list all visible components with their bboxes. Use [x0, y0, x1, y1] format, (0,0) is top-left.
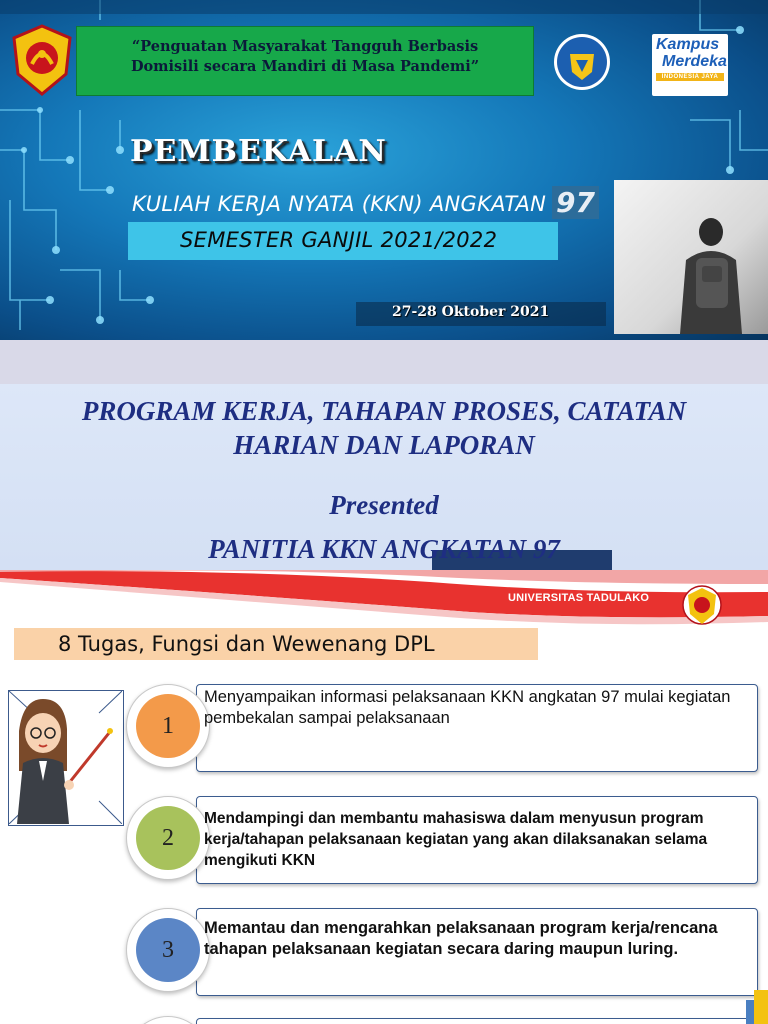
kkn-title: KULIAH KERJA NYATA (KKN) ANGKATAN [132, 192, 547, 216]
slide-title-line-1: PROGRAM KERJA, TAHAPAN PROSES, CATATAN [81, 396, 687, 426]
university-label: UNIVERSITAS TADULAKO [508, 592, 650, 604]
banner-slide [0, 0, 768, 340]
presented-label: Presented [329, 490, 439, 520]
tasks-slide [0, 570, 768, 1024]
task-number-badge: 2 [136, 806, 200, 870]
hiker-photo [614, 180, 768, 334]
tasks-heading: 8 Tugas, Fungsi dan Wewenang DPL [58, 632, 435, 656]
semester-text: SEMESTER GANJIL 2021/2022 [180, 228, 498, 252]
event-date: 27-28 Oktober 2021 [392, 304, 550, 320]
untad-logo-small [682, 582, 722, 628]
teacher-illustration [9, 691, 122, 824]
theme-box [76, 26, 534, 96]
slide-title-line-2: HARIAN DAN LAPORAN [233, 430, 535, 460]
theme-line-1: “Penguatan Masyarakat Tangguh Berbasis [131, 38, 479, 55]
kampus-logo-line-2: Merdeka [662, 53, 727, 70]
kampus-logo-tag: INDONESIA JAYA [656, 73, 724, 81]
teacher-illustration-frame [8, 690, 124, 826]
task-number-badge: 1 [136, 694, 200, 758]
untad-logo [10, 24, 74, 96]
kampus-logo-line-1: Kampus [656, 36, 720, 53]
slide-title [40, 394, 728, 462]
kkn-number: 97 [552, 186, 599, 219]
title-slide [0, 340, 768, 570]
task-text: Memantau dan mengarahkan pelaksanaan program kerja/rencana tahapan pelaksanaan kegiatan secara daring maupun luring. [204, 919, 718, 958]
kemendikbud-logo [552, 26, 612, 98]
presenter-name: PANITIA KKN ANGKATAN 97 [208, 534, 560, 564]
pembekalan-heading: PEMBEKALAN [130, 134, 387, 169]
theme-line-2: Domisili secara Mandiri di Masa Pandemi” [130, 58, 480, 75]
kampus-merdeka-logo [652, 34, 728, 96]
task-text: Mendampingi dan membantu mahasiswa dalam menyusun program kerja/tahapan pelaksanaan kegiatan yang akan dilaksanakan selama mengikuti KKN [204, 810, 708, 869]
title-slide-top-strip [0, 340, 768, 384]
task-text: Menyampaikan informasi pelaksanaan KKN angkatan 97 mulai kegiatan pembekalan sampai pelaksanaan [204, 688, 731, 727]
task-number-badge: 3 [136, 918, 200, 982]
task-card [196, 1018, 758, 1024]
corner-decoration [746, 990, 768, 1024]
